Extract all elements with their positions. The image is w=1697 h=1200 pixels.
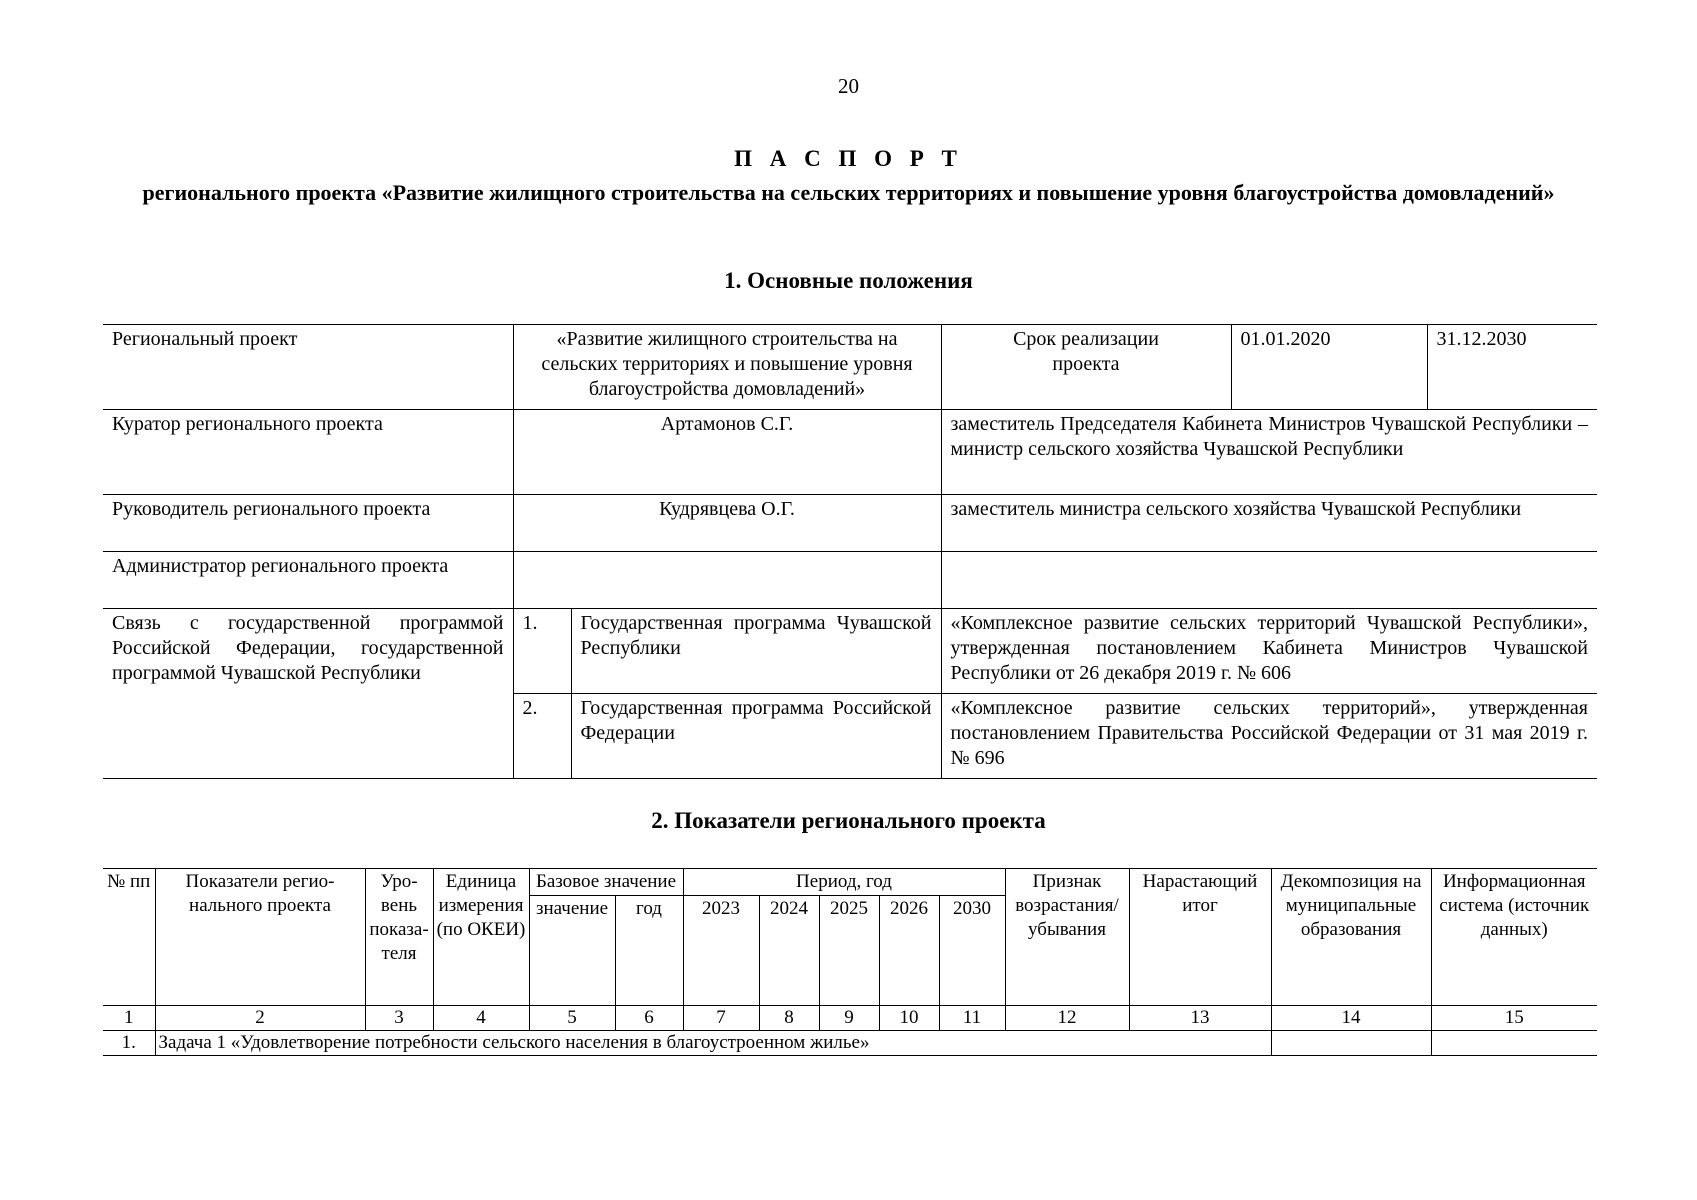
- task-text: Задача 1 «Удовлетворение потребности сельского населения в благоустроенном жилье»: [155, 1031, 1271, 1056]
- header-trend: Признак возрастания/ убывания: [1005, 869, 1129, 1006]
- column-number: 7: [683, 1006, 759, 1031]
- column-number: 9: [819, 1006, 879, 1031]
- end-date: 31.12.2030: [1427, 325, 1597, 410]
- header-indicator: Показатели регионального проекта: [155, 869, 365, 1006]
- section-2-title: 2. Показатели регионального проекта: [651, 808, 1046, 833]
- program-2-desc: «Комплексное развитие сельских территорий», утвержденная постановлением Правительства Российской Федерации от 31 мая 2019 г. № 696: [941, 694, 1597, 779]
- start-date: 01.01.2020: [1231, 325, 1427, 410]
- header-year-2024: 2024: [759, 896, 819, 1006]
- admin-name: [513, 552, 941, 609]
- project-label: Региональный проект: [103, 325, 513, 410]
- column-number: 12: [1005, 1006, 1129, 1031]
- header-base-value: значение: [529, 896, 615, 1006]
- column-number: 8: [759, 1006, 819, 1031]
- header-period: Период, год: [683, 869, 1005, 896]
- curator-label: Куратор регионального проекта: [103, 410, 513, 495]
- header-decomposition: Декомпозиция на муниципальные образования: [1271, 869, 1431, 1006]
- column-number: 10: [879, 1006, 939, 1031]
- program-1-num: 1.: [513, 609, 571, 694]
- head-label: Руководитель регионального проекта: [103, 495, 513, 552]
- admin-position: [941, 552, 1597, 609]
- program-2-name: Государственная программа Российской Федерации: [571, 694, 941, 779]
- header-year-2026: 2026: [879, 896, 939, 1006]
- main-provisions-table: [103, 324, 1597, 779]
- curator-name: Артамонов С.Г.: [513, 410, 941, 495]
- head-name: Кудрявцева О.Г.: [513, 495, 941, 552]
- program-1-desc: «Комплексное развитие сельских территорий Чувашской Республики», утвержденная постановлением Кабинета Министров Чувашской Республики от 26 декабря 2019 г. № 606: [941, 609, 1597, 694]
- task-info-system: [1431, 1031, 1597, 1056]
- column-number: 11: [939, 1006, 1005, 1031]
- header-year-2023: 2023: [683, 896, 759, 1006]
- indicators-table: [103, 868, 1597, 1056]
- header-year-2025: 2025: [819, 896, 879, 1006]
- header-info-system: Информационная система (источник данных): [1431, 869, 1597, 1006]
- header-unit: Единица измерения (по ОКЕИ): [433, 869, 529, 1006]
- column-number: 14: [1271, 1006, 1431, 1031]
- column-number: 13: [1129, 1006, 1271, 1031]
- header-num: № пп: [103, 869, 155, 1006]
- column-number: 2: [155, 1006, 365, 1031]
- project-name: «Развитие жилищного строительства на сельских территориях и повышение уровня благоустройства домовладений»: [513, 325, 941, 410]
- admin-label: Администратор регионального проекта: [103, 552, 513, 609]
- column-number: 1: [103, 1006, 155, 1031]
- column-number: 5: [529, 1006, 615, 1031]
- column-number: 15: [1431, 1006, 1597, 1031]
- header-base-year: год: [615, 896, 683, 1006]
- section-1-title: 1. Основные положения: [724, 268, 973, 293]
- document-subtitle: регионального проекта «Развитие жилищного строительства на сельских территориях и повышение уровня благоустройства домовладений»: [142, 180, 1555, 205]
- curator-position: заместитель Председателя Кабинета Министров Чувашской Республики – министр сельского хозяйства Чувашской Республики: [941, 410, 1597, 495]
- term-label: Срок реализации проекта: [941, 325, 1231, 410]
- header-cumulative: Нарастающий итог: [1129, 869, 1271, 1006]
- column-number: 6: [615, 1006, 683, 1031]
- program-2-num: 2.: [513, 694, 571, 779]
- program-link-label: Связь с государственной программой Российской Федерации, государственной программой Чувашской Республики: [103, 609, 513, 779]
- header-level: Уровень показателя: [365, 869, 433, 1006]
- task-decomposition: [1271, 1031, 1431, 1056]
- program-1-name: Государственная программа Чувашской Республики: [571, 609, 941, 694]
- task-num: 1.: [103, 1031, 155, 1056]
- header-base: Базовое значение: [529, 869, 683, 896]
- head-position: заместитель министра сельского хозяйства Чувашской Республики: [941, 495, 1597, 552]
- header-year-2030: 2030: [939, 896, 1005, 1006]
- column-number: 3: [365, 1006, 433, 1031]
- page-number: 20: [838, 74, 859, 98]
- column-number: 4: [433, 1006, 529, 1031]
- document-title: П А С П О Р Т: [734, 146, 963, 171]
